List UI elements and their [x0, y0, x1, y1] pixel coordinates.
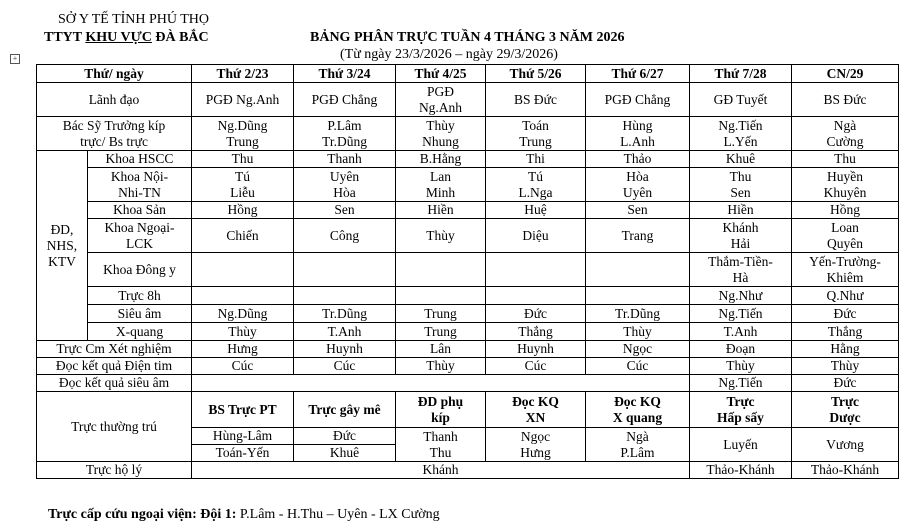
- cell: Ngà Cường: [792, 117, 899, 151]
- row-label: Khoa Nội- Nhi-TN: [88, 168, 192, 202]
- day-header: Thứ 4/25: [396, 65, 486, 83]
- cell: Sen: [294, 202, 396, 219]
- cell: PGĐ Chẳng: [294, 83, 396, 117]
- cell: Tr.Dũng: [586, 305, 690, 323]
- sub-header: Trực Dược: [792, 392, 899, 428]
- cell: Huyền Khuyên: [792, 168, 899, 202]
- cell: Tú Liễu: [192, 168, 294, 202]
- table-row: [37, 392, 899, 428]
- cell: Hiền: [396, 202, 486, 219]
- cell: Hiền: [690, 202, 792, 219]
- cell: [294, 287, 396, 305]
- table-row: [37, 219, 899, 253]
- table-row: [37, 287, 899, 305]
- row-label: X-quang: [88, 323, 192, 341]
- cell: Ng.Dũng: [192, 305, 294, 323]
- row-label: Khoa Ngoại- LCK: [88, 219, 192, 253]
- table-row: [37, 253, 899, 287]
- cell: Khánh: [192, 462, 690, 479]
- row-label: Trực hộ lý: [37, 462, 192, 479]
- org-unit: [44, 30, 209, 46]
- cell: PGĐ Ng.Anh: [192, 83, 294, 117]
- day-header: Thứ 2/23: [192, 65, 294, 83]
- cell: Huynh: [294, 341, 396, 358]
- table-row: [37, 117, 899, 151]
- day-header: CN/29: [792, 65, 899, 83]
- cell: Thùy Nhung: [396, 117, 486, 151]
- cell: Vương: [792, 428, 899, 462]
- cell: Diệu: [486, 219, 586, 253]
- cell: Luyến: [690, 428, 792, 462]
- cell: Hồng: [792, 202, 899, 219]
- cell: Hòa Uyên: [586, 168, 690, 202]
- cell: Cúc: [486, 358, 586, 375]
- cell: P.Lâm Tr.Dũng: [294, 117, 396, 151]
- cell: Thu: [792, 151, 899, 168]
- org-name: SỞ Y TẾ TỈNH PHÚ THỌ: [58, 12, 210, 27]
- cell: Lân: [396, 341, 486, 358]
- cell: Tú L.Nga: [486, 168, 586, 202]
- cell: Thu: [192, 151, 294, 168]
- cell: Sen: [586, 202, 690, 219]
- col-header: Thứ/ ngày: [37, 65, 192, 83]
- cell: Hồng: [192, 202, 294, 219]
- row-label: Đọc kết quả Điện tim: [37, 358, 192, 375]
- table-row: [37, 358, 899, 375]
- cell: Ng.Tiến: [690, 375, 792, 392]
- cell: Tr.Dũng: [294, 305, 396, 323]
- cell: [486, 287, 586, 305]
- cell-empty: [192, 375, 690, 392]
- cell: Thắng: [792, 323, 899, 341]
- cell: Công: [294, 219, 396, 253]
- footer-label: Trực cấp cứu ngoại viện: Đội 1:: [48, 507, 237, 522]
- row-label: Siêu âm: [88, 305, 192, 323]
- cell: Đức: [294, 428, 396, 445]
- row-label: Khoa HSCC: [88, 151, 192, 168]
- row-label: Trực 8h: [88, 287, 192, 305]
- duty-roster-table: [36, 64, 899, 479]
- cell: Đức: [486, 305, 586, 323]
- row-label: Đọc kết quả siêu âm: [37, 375, 192, 392]
- row-label: Khoa Sản: [88, 202, 192, 219]
- sub-header: Trực Hấp sấy: [690, 392, 792, 428]
- header-row: [37, 65, 899, 83]
- cell: Huynh: [486, 341, 586, 358]
- day-header: Thứ 7/28: [690, 65, 792, 83]
- cell: Thùy: [396, 219, 486, 253]
- org-unit-underlined: KHU VỰC: [85, 30, 152, 45]
- org-unit-prefix: TTYT: [44, 30, 86, 45]
- cell: Cúc: [294, 358, 396, 375]
- cell: Thắm-Tiền- Hà: [690, 253, 792, 287]
- cell: [586, 287, 690, 305]
- cell: Ngọc Hưng: [486, 428, 586, 462]
- cell: Thùy: [586, 323, 690, 341]
- cell: [486, 253, 586, 287]
- cell: Thảo-Khánh: [792, 462, 899, 479]
- cell: [192, 253, 294, 287]
- cell: Ng.Dũng Trung: [192, 117, 294, 151]
- day-header: Thứ 6/27: [586, 65, 690, 83]
- row-label: Bác Sỹ Trưởng kíp trực/ Bs trực: [37, 117, 192, 151]
- cell: Thùy: [792, 358, 899, 375]
- cell: Huệ: [486, 202, 586, 219]
- sub-header: Đọc KQ X quang: [586, 392, 690, 428]
- cell: Ngà P.Lâm: [586, 428, 690, 462]
- cell: Thùy: [396, 358, 486, 375]
- table-row: [37, 341, 899, 358]
- table-row: [37, 305, 899, 323]
- cell: Thi: [486, 151, 586, 168]
- cell: Uyên Hòa: [294, 168, 396, 202]
- cell: Thùy: [192, 323, 294, 341]
- cell: BS Đức: [792, 83, 899, 117]
- cell: [294, 253, 396, 287]
- cell: T.Anh: [294, 323, 396, 341]
- cell: T.Anh: [690, 323, 792, 341]
- sub-header: Trực gây mê: [294, 392, 396, 428]
- table-row: [37, 83, 899, 117]
- sub-header: BS Trực PT: [192, 392, 294, 428]
- table-row: [37, 323, 899, 341]
- cell: Thanh Thu: [396, 428, 486, 462]
- page-subtitle: (Từ ngày 23/3/2026 – ngày 29/3/2026): [340, 47, 558, 62]
- cell: Ng.Tiến: [690, 305, 792, 323]
- cell: Hùng L.Anh: [586, 117, 690, 151]
- cell: Hùng-Lâm: [192, 428, 294, 445]
- cell: [586, 253, 690, 287]
- cell: B.Hằng: [396, 151, 486, 168]
- cell: Thảo-Khánh: [690, 462, 792, 479]
- cell: Trung: [396, 323, 486, 341]
- table-row: [37, 462, 899, 479]
- cell: Q.Như: [792, 287, 899, 305]
- cell: Chiến: [192, 219, 294, 253]
- cell: Yến-Trường- Khiêm: [792, 253, 899, 287]
- row-label: Trực thường trú: [37, 392, 192, 462]
- cell: Ngọc: [586, 341, 690, 358]
- cell: Thu Sen: [690, 168, 792, 202]
- cell: Cúc: [192, 358, 294, 375]
- cell: BS Đức: [486, 83, 586, 117]
- cell: Khuê: [294, 445, 396, 462]
- cell: GĐ Tuyết: [690, 83, 792, 117]
- cell: Ng.Tiến L.Yến: [690, 117, 792, 151]
- cell: Lan Minh: [396, 168, 486, 202]
- row-label: Khoa Đông y: [88, 253, 192, 287]
- cell: Ng.Như: [690, 287, 792, 305]
- table-row: [37, 375, 899, 392]
- table-move-handle-icon[interactable]: +: [10, 54, 20, 64]
- table-row: [37, 202, 899, 219]
- cell: Loan Quyên: [792, 219, 899, 253]
- cell: Thanh: [294, 151, 396, 168]
- cell: Hằng: [792, 341, 899, 358]
- org-unit-suffix: ĐÀ BẮC: [151, 30, 209, 45]
- table-row: [37, 168, 899, 202]
- cell: Thùy: [690, 358, 792, 375]
- day-header: Thứ 3/24: [294, 65, 396, 83]
- footer-note: [48, 506, 440, 524]
- cell: Hưng: [192, 341, 294, 358]
- group-label: ĐD, NHS, KTV: [37, 151, 88, 341]
- cell: [396, 287, 486, 305]
- cell: Khuê: [690, 151, 792, 168]
- cell: Trung: [396, 305, 486, 323]
- cell: Đức: [792, 375, 899, 392]
- cell: Toán Trung: [486, 117, 586, 151]
- cell: Thảo: [586, 151, 690, 168]
- cell: PGĐ Ng.Anh: [396, 83, 486, 117]
- cell: [192, 287, 294, 305]
- cell: Đoạn: [690, 341, 792, 358]
- page-title: BẢNG PHÂN TRỰC TUẦN 4 THÁNG 3 NĂM 2026: [310, 30, 625, 45]
- row-label: Trực Cm Xét nghiệm: [37, 341, 192, 358]
- cell: PGĐ Chẳng: [586, 83, 690, 117]
- cell: Đức: [792, 305, 899, 323]
- cell: Khánh Hải: [690, 219, 792, 253]
- sub-header: Đọc KQ XN: [486, 392, 586, 428]
- table-row: [37, 151, 899, 168]
- cell: Trang: [586, 219, 690, 253]
- cell: Thắng: [486, 323, 586, 341]
- cell: Toán-Yến: [192, 445, 294, 462]
- cell: Cúc: [586, 358, 690, 375]
- row-label: Lãnh đạo: [37, 83, 192, 117]
- cell: [396, 253, 486, 287]
- footer-text: P.Lâm - H.Thu – Uyên - LX Cường: [236, 507, 440, 522]
- sub-header: ĐD phụ kíp: [396, 392, 486, 428]
- day-header: Thứ 5/26: [486, 65, 586, 83]
